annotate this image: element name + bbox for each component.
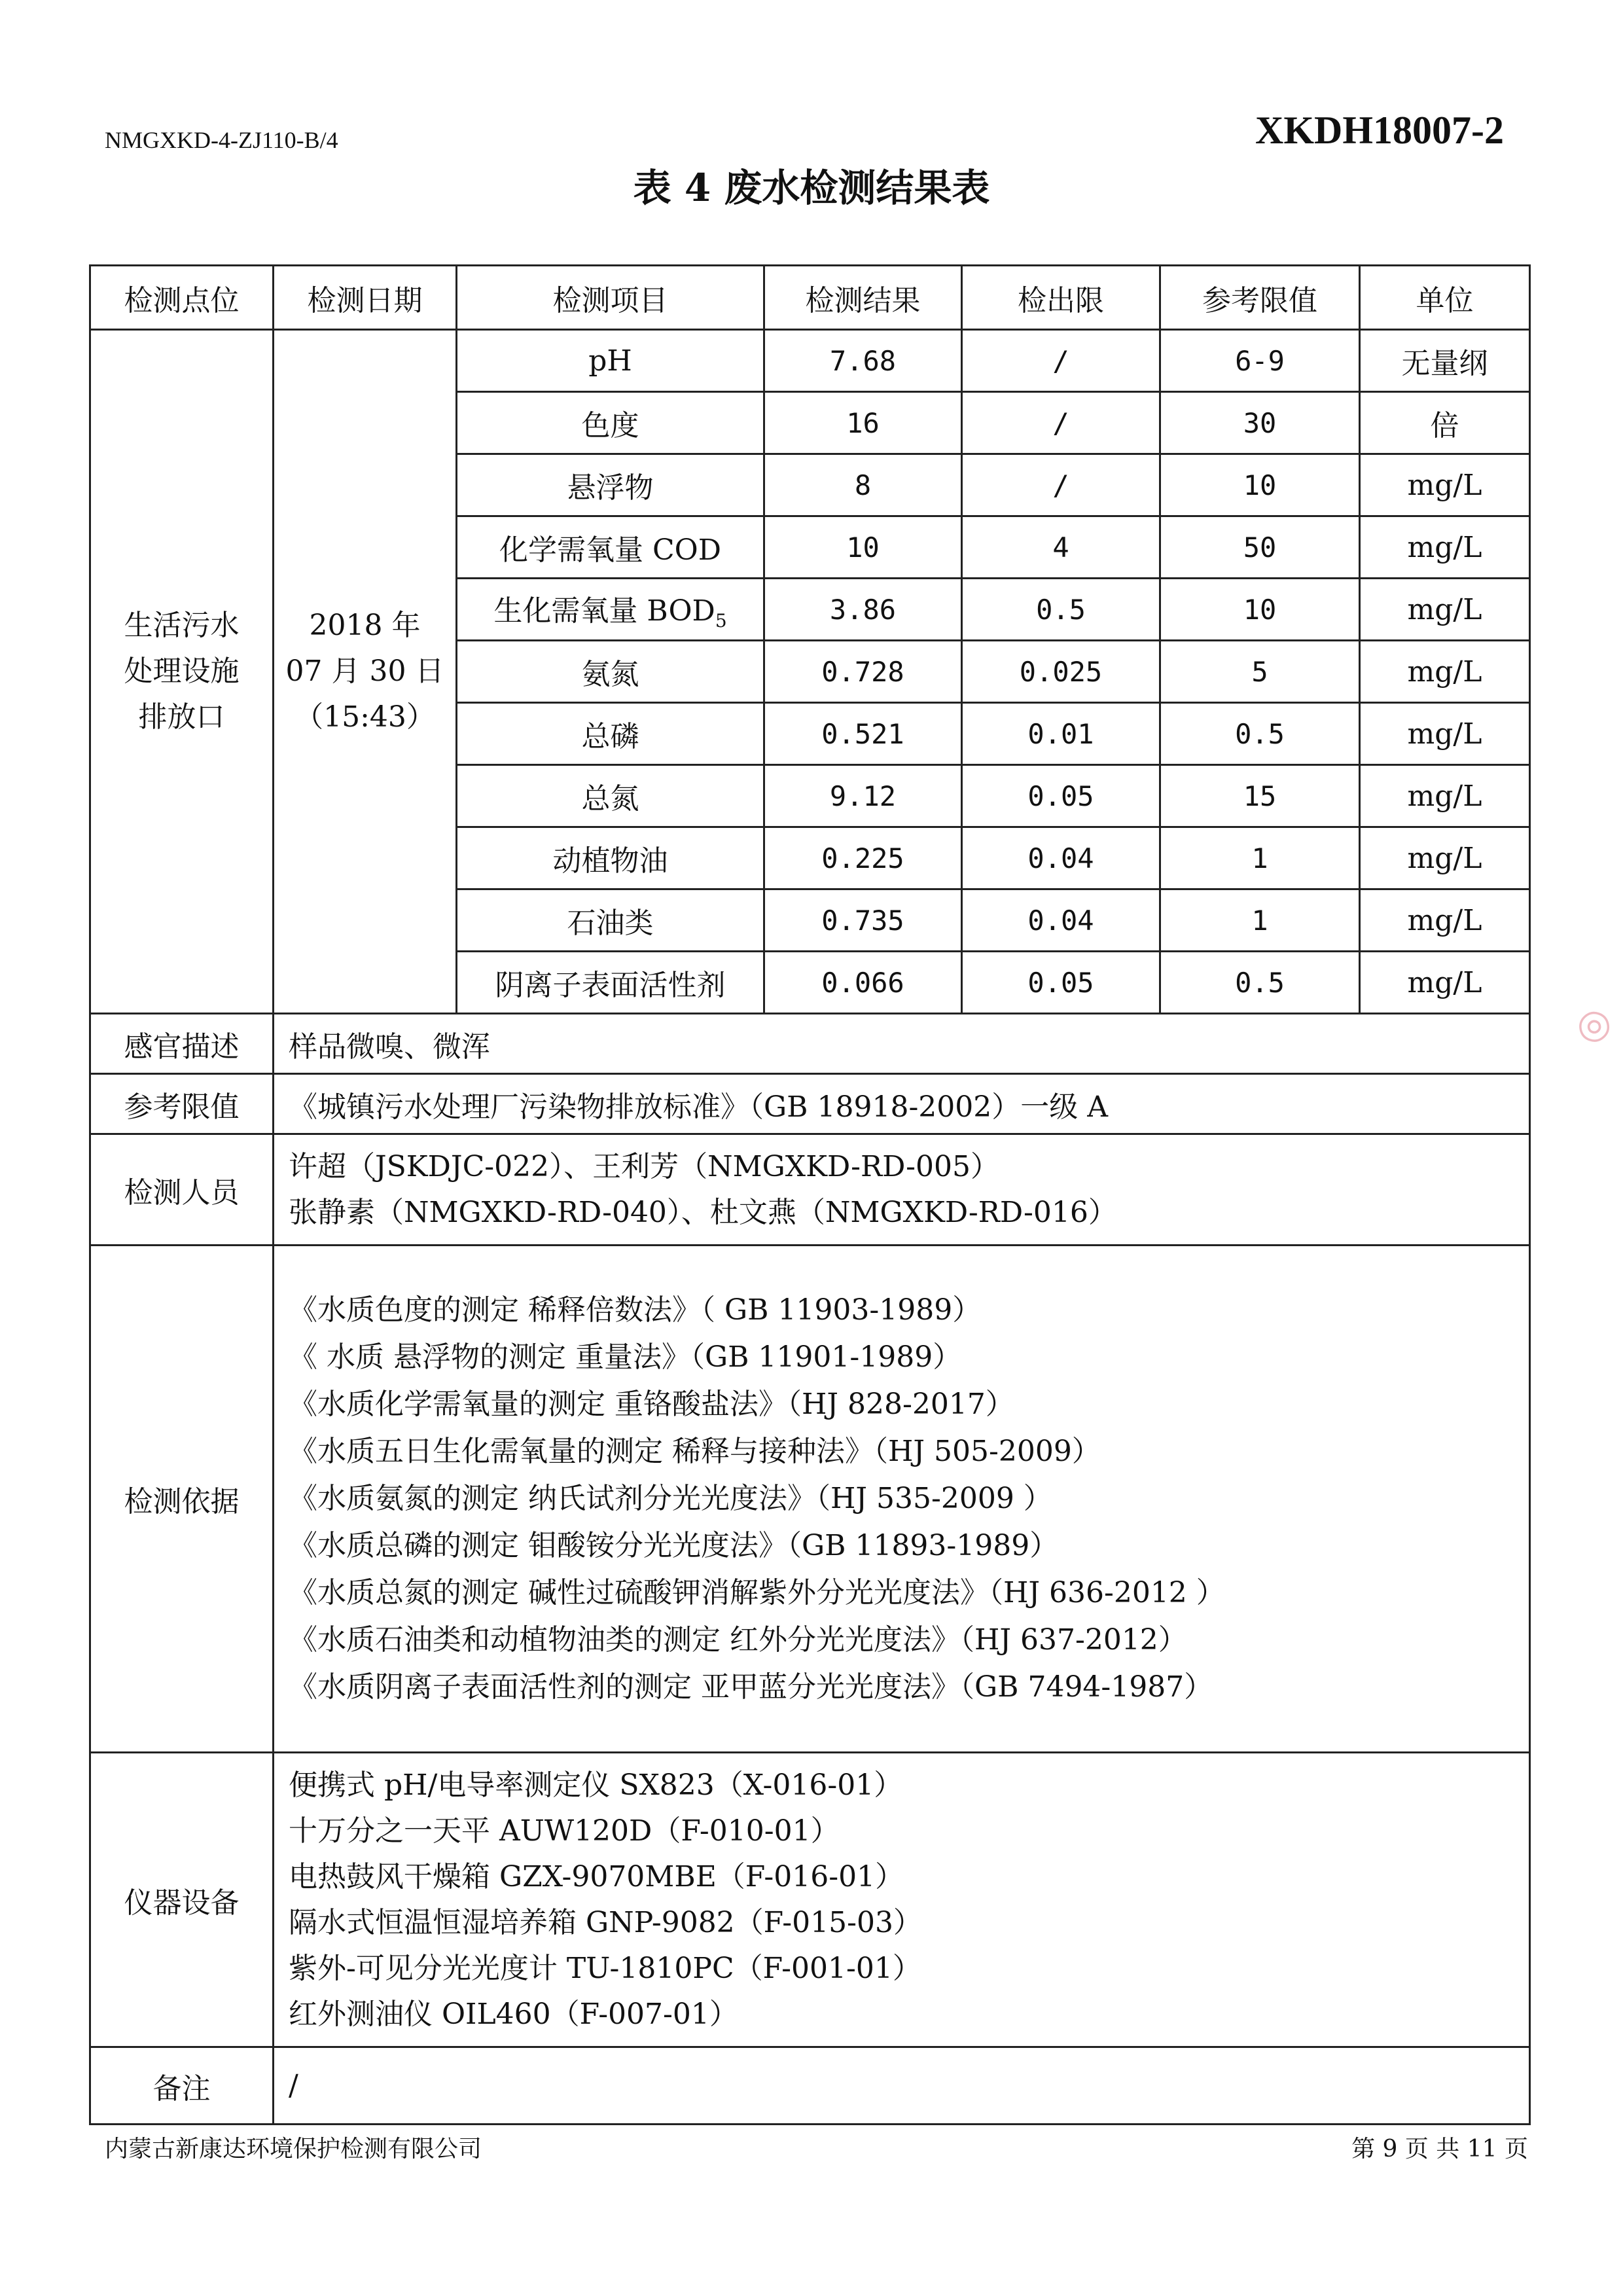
limit-cell: / xyxy=(962,454,1160,516)
reference-cell: 6-9 xyxy=(1160,330,1360,392)
reference-cell: 1 xyxy=(1160,889,1360,952)
col-header-result: 检测结果 xyxy=(764,266,962,330)
item-cell: 石油类 xyxy=(457,889,764,952)
personnel-line: 张静素（NMGXKD-RD-040）、杜文燕（NMGXKD-RD-016） xyxy=(289,1195,1117,1229)
result-cell: 0.521 xyxy=(764,703,962,765)
unit-cell: mg/L xyxy=(1360,641,1530,703)
seal-stamp: ◎ xyxy=(1566,996,1621,1051)
limit-cell: 0.025 xyxy=(962,641,1160,703)
limit-cell: 0.04 xyxy=(962,889,1160,952)
item-cell: 氨氮 xyxy=(457,641,764,703)
equipment-value xyxy=(274,1753,1530,2047)
limit-cell: 4 xyxy=(962,516,1160,579)
col-header-item: 检测项目 xyxy=(457,266,764,330)
reference-cell: 1 xyxy=(1160,827,1360,889)
limit-cell: 0.05 xyxy=(962,765,1160,827)
equipment-line: 便携式 pH/电导率测定仪 SX823（X-016-01） xyxy=(289,1768,903,1802)
item-cell: 色度 xyxy=(457,392,764,454)
reference-value: 《城镇污水处理厂污染物排放标准》（GB 18918-2002）一级 A xyxy=(274,1074,1530,1134)
footer-page-number: 第 9 页 共 11 页 xyxy=(1351,2136,1528,2162)
reference-cell: 10 xyxy=(1160,579,1360,641)
methods-row xyxy=(90,1246,1530,1753)
table-row xyxy=(90,330,1530,392)
reference-cell: 30 xyxy=(1160,392,1360,454)
report-number: XKDH18007-2 xyxy=(1255,109,1504,152)
date-line: （15:43） xyxy=(294,700,435,734)
item-cell: pH xyxy=(457,330,764,392)
item-cell xyxy=(457,579,764,641)
method-line: 《水质总磷的测定 钼酸铵分光光度法》（GB 11893-1989） xyxy=(289,1529,1059,1562)
reference-row xyxy=(90,1074,1530,1134)
method-line: 《水质色度的测定 稀释倍数法》（ GB 11903-1989） xyxy=(289,1293,982,1327)
methods-label: 检测依据 xyxy=(90,1246,274,1753)
remarks-label: 备注 xyxy=(90,2047,274,2125)
limit-cell: / xyxy=(962,392,1160,454)
sensory-label: 感官描述 xyxy=(90,1014,274,1074)
sensory-row xyxy=(90,1014,1530,1074)
document-code: NMGXKD-4-ZJ110-B/4 xyxy=(105,127,338,153)
col-header-date: 检测日期 xyxy=(274,266,457,330)
col-header-reference: 参考限值 xyxy=(1160,266,1360,330)
reference-cell: 5 xyxy=(1160,641,1360,703)
result-cell: 10 xyxy=(764,516,962,579)
equipment-line: 电热鼓风干燥箱 GZX-9070MBE（F-016-01） xyxy=(289,1859,904,1893)
item-cell: 阴离子表面活性剂 xyxy=(457,952,764,1014)
method-line: 《水质石油类和动植物油类的测定 红外分光光度法》（HJ 637-2012） xyxy=(289,1623,1187,1657)
reference-cell: 0.5 xyxy=(1160,952,1360,1014)
result-cell: 8 xyxy=(764,454,962,516)
item-label: 生化需氧量 BOD xyxy=(493,594,715,628)
location-line: 生活污水 xyxy=(124,609,240,642)
personnel-label: 检测人员 xyxy=(90,1134,274,1246)
reference-cell: 50 xyxy=(1160,516,1360,579)
unit-cell: mg/L xyxy=(1360,827,1530,889)
unit-cell: mg/L xyxy=(1360,579,1530,641)
limit-cell: 0.01 xyxy=(962,703,1160,765)
col-header-unit: 单位 xyxy=(1360,266,1530,330)
sensory-value: 样品微嗅、微浑 xyxy=(274,1014,1530,1074)
location-line: 排放口 xyxy=(138,700,225,734)
result-cell: 3.86 xyxy=(764,579,962,641)
equipment-line: 隔水式恒温恒湿培养箱 GNP-9082（F-015-03） xyxy=(289,1905,922,1939)
item-cell: 化学需氧量 COD xyxy=(457,516,764,579)
unit-cell: mg/L xyxy=(1360,889,1530,952)
equipment-line: 红外测油仪 OIL460（F-007-01） xyxy=(289,1997,738,2031)
table-header-row xyxy=(90,266,1530,330)
equipment-row xyxy=(90,1753,1530,2047)
result-cell: 0.728 xyxy=(764,641,962,703)
unit-cell: 无量纲 xyxy=(1360,330,1530,392)
item-cell: 总磷 xyxy=(457,703,764,765)
limit-cell: / xyxy=(962,330,1160,392)
item-cell: 总氮 xyxy=(457,765,764,827)
equipment-label: 仪器设备 xyxy=(90,1753,274,2047)
footer-company: 内蒙古新康达环境保护检测有限公司 xyxy=(105,2136,482,2162)
results-table xyxy=(89,264,1531,2125)
method-line: 《水质氨氮的测定 纳氏试剂分光光度法》（HJ 535-2009 ） xyxy=(289,1482,1052,1515)
unit-cell: mg/L xyxy=(1360,952,1530,1014)
item-subscript: 5 xyxy=(715,609,727,632)
date-line: 2018 年 xyxy=(309,609,421,642)
date-cell xyxy=(274,330,457,1014)
equipment-line: 十万分之一天平 AUW120D（F-010-01） xyxy=(289,1814,840,1848)
limit-cell: 0.04 xyxy=(962,827,1160,889)
unit-cell: mg/L xyxy=(1360,765,1530,827)
method-line: 《水质化学需氧量的测定 重铬酸盐法》（HJ 828-2017） xyxy=(289,1388,1014,1421)
remarks-value: / xyxy=(274,2047,1530,2125)
limit-cell: 0.05 xyxy=(962,952,1160,1014)
personnel-line: 许超（JSKDJC-022）、王利芳（NMGXKD-RD-005） xyxy=(289,1149,1000,1183)
result-cell: 0.225 xyxy=(764,827,962,889)
reference-cell: 0.5 xyxy=(1160,703,1360,765)
method-line: 《 水质 悬浮物的测定 重量法》（GB 11901-1989） xyxy=(289,1340,962,1374)
result-cell: 16 xyxy=(764,392,962,454)
limit-cell: 0.5 xyxy=(962,579,1160,641)
unit-cell: mg/L xyxy=(1360,516,1530,579)
personnel-row xyxy=(90,1134,1530,1246)
unit-cell: mg/L xyxy=(1360,703,1530,765)
result-cell: 9.12 xyxy=(764,765,962,827)
location-line: 处理设施 xyxy=(124,655,240,688)
method-line: 《水质五日生化需氧量的测定 稀释与接种法》（HJ 505-2009） xyxy=(289,1435,1101,1468)
personnel-value xyxy=(274,1134,1530,1246)
result-cell: 0.066 xyxy=(764,952,962,1014)
unit-cell: mg/L xyxy=(1360,454,1530,516)
reference-label: 参考限值 xyxy=(90,1074,274,1134)
unit-cell: 倍 xyxy=(1360,392,1530,454)
reference-cell: 10 xyxy=(1160,454,1360,516)
date-line: 07 月 30 日 xyxy=(285,655,444,688)
result-cell: 0.735 xyxy=(764,889,962,952)
method-line: 《水质总氮的测定 碱性过硫酸钾消解紫外分光光度法》（HJ 636-2012 ） xyxy=(289,1576,1225,1609)
method-line: 《水质阴离子表面活性剂的测定 亚甲蓝分光光度法》（GB 7494-1987） xyxy=(289,1670,1213,1704)
location-cell xyxy=(90,330,274,1014)
remarks-row xyxy=(90,2047,1530,2125)
item-cell: 动植物油 xyxy=(457,827,764,889)
page-title: 表 4 废水检测结果表 xyxy=(633,166,990,210)
reference-cell: 15 xyxy=(1160,765,1360,827)
item-cell: 悬浮物 xyxy=(457,454,764,516)
methods-value xyxy=(274,1246,1530,1753)
result-cell: 7.68 xyxy=(764,330,962,392)
col-header-limit: 检出限 xyxy=(962,266,1160,330)
equipment-line: 紫外-可见分光光度计 TU-1810PC（F-001-01） xyxy=(289,1951,921,1985)
col-header-location: 检测点位 xyxy=(90,266,274,330)
